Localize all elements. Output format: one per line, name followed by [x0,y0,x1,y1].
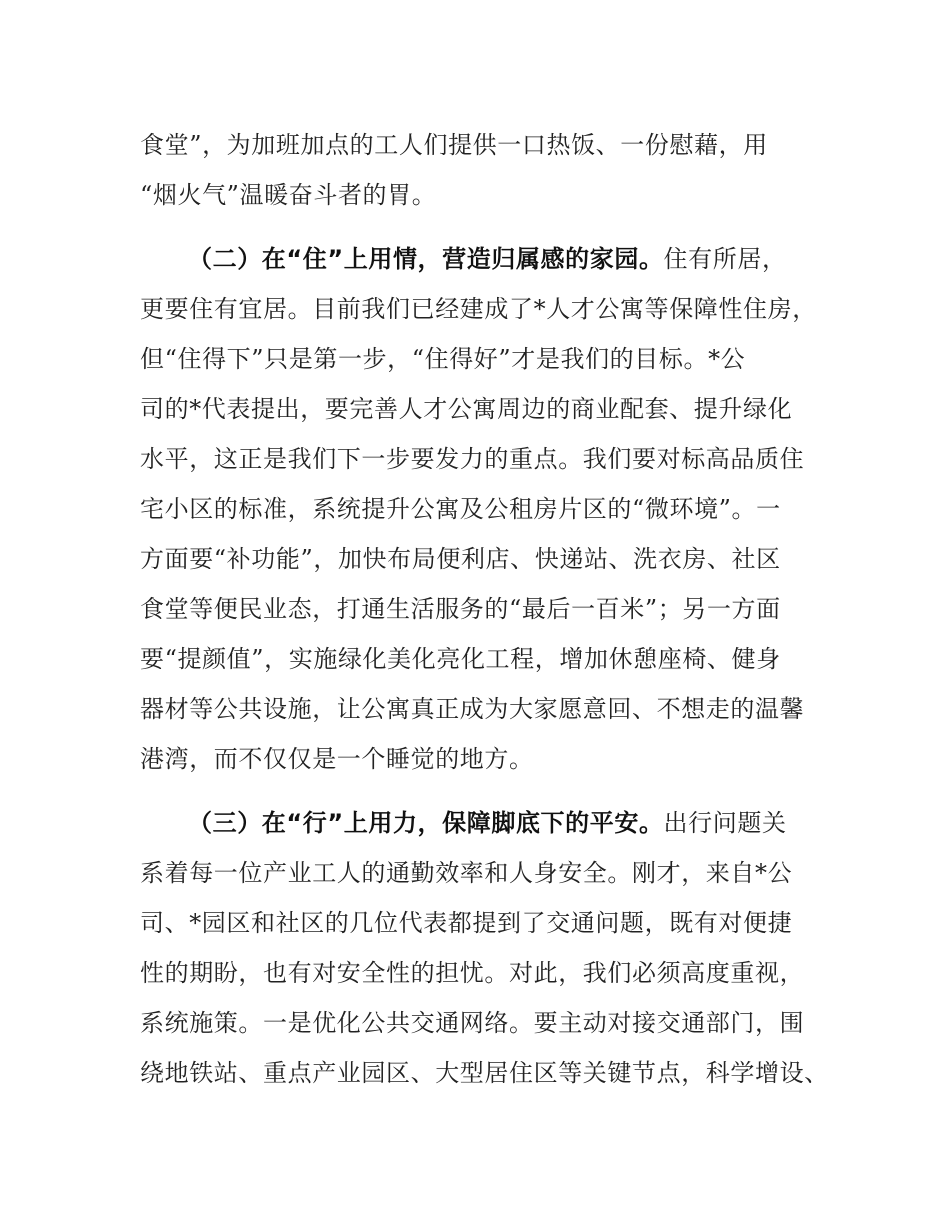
text-line: 系着每一位产业工人的通勤效率和人身安全。刚才，来自*公 [140,859,793,887]
text-line: 宅小区的标准，系统提升公寓及公租房片区的“微环境”。一 [140,495,781,523]
text-line: 港湾，而不仅仅是一个睡觉的地方。 [140,745,534,773]
heading-continuation: 住有所居， [663,245,787,273]
text-line: 器材等公共设施，让公寓真正成为大家愿意回、不想走的温馨 [140,695,805,723]
text-line: 更要住有宜居。目前我们已经建成了*人才公寓等保障性住房， [140,295,817,323]
heading-line [140,798,820,848]
paragraph-transport [140,798,829,1098]
text-line: 但“住得下”只是第一步，“住得好”才是我们的目标。*公 [140,345,746,373]
text-line: “烟火气”温暖奋斗者的胃。 [140,181,437,209]
text-line: 司、*园区和社区的几位代表都提到了交通问题，既有对便捷 [140,909,793,937]
text-line: 性的期盼，也有对安全性的担忧。对此，我们必须高度重视， [140,959,805,987]
text-line: 方面要“补功能”，加快布局便利店、快递站、洗衣房、社区 [140,545,781,573]
section-heading-transport: （三）在“行”上用力，保障脚底下的平安。 [188,809,664,837]
text-line: 系统施策。一是优化公共交通网络。要主动对接交通部门，围 [140,1009,805,1037]
heading-line [140,234,820,284]
heading-continuation: 出行问题关 [663,809,787,837]
text-line: 食堂”，为加班加点的工人们提供一口热饭、一份慰藉，用 [140,131,768,159]
section-heading-housing: （二）在“住”上用情，营造归属感的家园。 [188,245,664,273]
paragraph-canteen-end [140,120,820,220]
text-line: 司的*代表提出，要完善人才公寓周边的商业配套、提升绿化 [140,395,793,423]
text-line: 水平，这正是我们下一步要发力的重点。我们要对标高品质住 [140,445,805,473]
document-page [140,120,829,1098]
text-line: 要“提颜值”，实施绿化美化亮化工程，增加休憩座椅、健身 [140,645,781,673]
text-line: 绕地铁站、重点产业园区、大型居住区等关键节点，科学增设、 [140,1059,829,1087]
text-line: 食堂等便民业态，打通生活服务的“最后一百米”；另一方面 [140,595,781,623]
paragraph-housing [140,234,820,784]
